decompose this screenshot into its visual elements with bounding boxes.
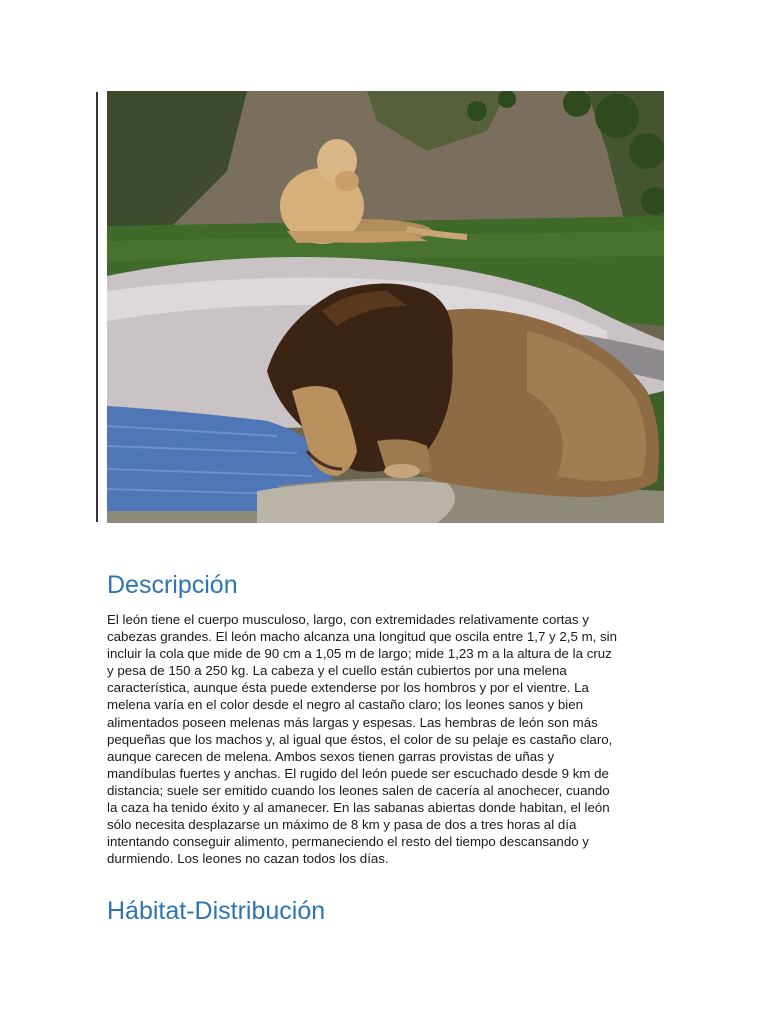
paragraph-line: durmiendo. Los leones no cazan todos los días. xyxy=(107,851,389,867)
paragraph-line: El león tiene el cuerpo musculoso, largo, con extremidades relativamente cortas y xyxy=(107,612,589,627)
paragraph-line: y pesa de 150 a 250 kg. La cabeza y el cuello están cubiertos por una melena xyxy=(107,663,567,679)
paragraph-line: característica, aunque ésta puede extenderse por los hombros y por el vientre. La xyxy=(107,680,589,696)
paragraph-line: intentando conseguir alimento, permaneciendo el resto del tiempo descansando y xyxy=(107,834,589,850)
paragraph-line: mandíbulas fuertes y anchas. El rugido del león puede ser escuchado desde 9 km de xyxy=(107,765,609,781)
lion-photo xyxy=(107,91,664,523)
paragraph-line: cabezas grandes. El león macho alcanza una longitud que oscila entre 1,7 y 2,5 m, sin xyxy=(107,629,618,645)
paragraph-line: distancia; suele ser emitido cuando los leones salen de cacería al anochecer, cuando xyxy=(107,782,610,798)
paragraph-line: incluir la cola que mide de 90 cm a 1,05 m de largo; mide 1,23 m a la altura de la cruz xyxy=(107,646,612,662)
description-paragraph xyxy=(107,611,663,867)
left-margin-bar xyxy=(96,92,98,522)
paragraph-line: la caza ha tenido éxito y al amanecer. En las sabanas abiertas donde habitan, el león xyxy=(107,800,610,816)
section-heading-descripcion: Descripción xyxy=(107,571,238,599)
section-heading-habitat: Hábitat-Distribución xyxy=(107,897,326,925)
paragraph-line: pequeñas que los machos y, al igual que éstos, el color de su pelaje es castaño claro, xyxy=(107,731,613,747)
paragraph-line: alimentados poseen melenas más largas y espesas. Las hembras de león son más xyxy=(107,714,598,730)
paragraph-line: aunque carecen de melena. Ambos sexos tienen garras provistas de uñas y xyxy=(107,748,555,764)
paragraph-line: melena varía en el color desde el negro al castaño claro; los leones sanos y bien xyxy=(107,697,584,713)
paragraph-line: sólo necesita desplazarse un máximo de 8 km y pasa de dos a tres horas al día xyxy=(107,817,577,833)
